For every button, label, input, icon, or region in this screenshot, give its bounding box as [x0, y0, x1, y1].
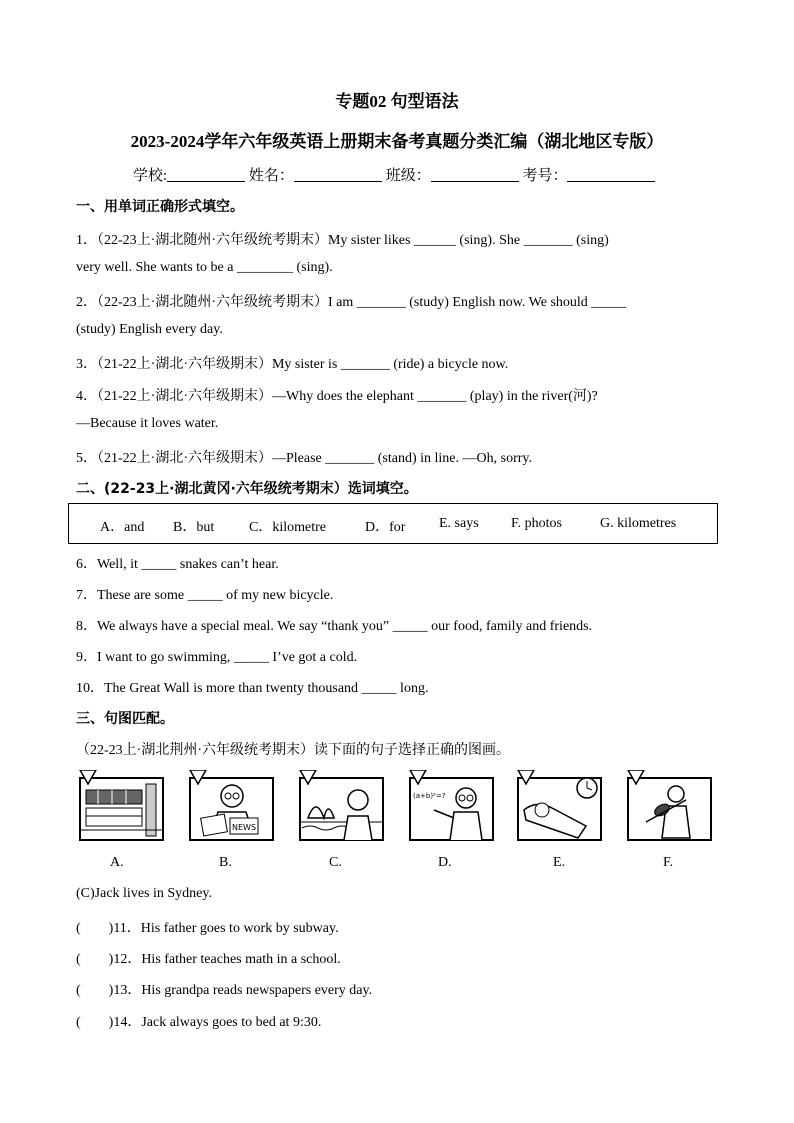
name-label: 姓名：	[248, 168, 294, 184]
option-f: F. photos	[511, 516, 563, 531]
page-subtitle: 2023-2024学年六年级英语上册期末备考真题分类汇编（湖北地区专版）	[130, 132, 664, 151]
newspaper-picture	[188, 770, 275, 842]
question-line: ( )14．Jack always goes to bed at 9:30.	[76, 1015, 322, 1030]
class-field[interactable]	[431, 167, 519, 182]
option-c: C．kilometre	[249, 520, 326, 535]
question-line: —Because it loves water.	[76, 416, 219, 431]
school-label: 学校:	[133, 168, 168, 184]
option-g: G. kilometres	[600, 516, 677, 531]
sydney-picture	[298, 770, 385, 842]
question-line: 1．（22-23上·湖北随州·六年级统考期末）My sister likes ______ (sing). She _______ (sing)	[76, 233, 609, 248]
picture-label-f: F.	[663, 855, 674, 870]
option-e: E. says	[439, 516, 479, 531]
picture-label-c: C.	[329, 855, 342, 870]
question-line: 6．Well, it _____ snakes can’t hear.	[76, 557, 279, 572]
newspaper-text: NEWS	[232, 823, 257, 832]
example-line: (C)Jack lives in Sydney.	[76, 886, 212, 901]
name-field[interactable]	[294, 167, 382, 182]
question-line: 9．I want to go swimming, _____ I’ve got a cold.	[76, 650, 358, 665]
class-label: 班级：	[385, 168, 431, 184]
bed-picture	[516, 770, 603, 842]
formula-text: (a+b)²=?	[413, 792, 446, 800]
violin-picture	[626, 770, 713, 842]
question-line: 2．（22-23上·湖北随州·六年级统考期末）I am _______ (study) English now. We should _____	[76, 295, 627, 310]
school-field[interactable]	[167, 167, 245, 182]
section3-instruction: （22-23上·湖北荆州·六年级统考期末）读下面的句子选择正确的图画。	[76, 743, 510, 758]
question-line: very well. She wants to be a ________ (sing).	[76, 260, 333, 275]
section1-heading: 一、用单词正确形式填空。	[76, 199, 244, 215]
section3-heading: 三、句图匹配。	[76, 711, 174, 727]
page-title: 专题02 句型语法	[335, 92, 459, 111]
question-line: ( )11．His father goes to work by subway.	[76, 921, 339, 936]
id-field[interactable]	[567, 167, 655, 182]
section2-heading: 二、(22-23上·湖北黄冈·六年级统考期末）选词填空。	[76, 481, 418, 497]
question-line: 5．（21-22上·湖北·六年级期末）—Please _______ (stand) in line. —Oh, sorry.	[76, 451, 532, 466]
option-d: D．for	[365, 520, 406, 535]
option-a: A．and	[100, 520, 145, 535]
picture-label-d: D.	[438, 855, 452, 870]
question-line: 3．（21-22上·湖北·六年级期末）My sister is _______ (ride) a bicycle now.	[76, 357, 509, 372]
picture-label-e: E.	[553, 855, 566, 870]
option-b: B．but	[173, 520, 215, 535]
teacher-picture	[408, 770, 495, 842]
question-line: (study) English every day.	[76, 322, 223, 337]
question-line: 7．These are some _____ of my new bicycle.	[76, 588, 334, 603]
subway-picture	[78, 770, 165, 842]
question-line: ( )13．His grandpa reads newspapers every day.	[76, 983, 373, 998]
question-line: 10．The Great Wall is more than twenty thousand _____ long.	[76, 681, 429, 696]
info-fields	[133, 164, 655, 185]
question-line: ( )12．His father teaches math in a school.	[76, 952, 341, 967]
id-label: 考号：	[522, 168, 568, 184]
picture-label-b: B.	[219, 855, 232, 870]
question-line: 8．We always have a special meal. We say “thank you” _____ our food, family and friends.	[76, 619, 593, 634]
word-bank-box	[68, 503, 718, 544]
picture-label-a: A.	[110, 855, 124, 870]
question-line: 4．（21-22上·湖北·六年级期末）—Why does the elephant _______ (play) in the river(河)?	[76, 389, 598, 404]
